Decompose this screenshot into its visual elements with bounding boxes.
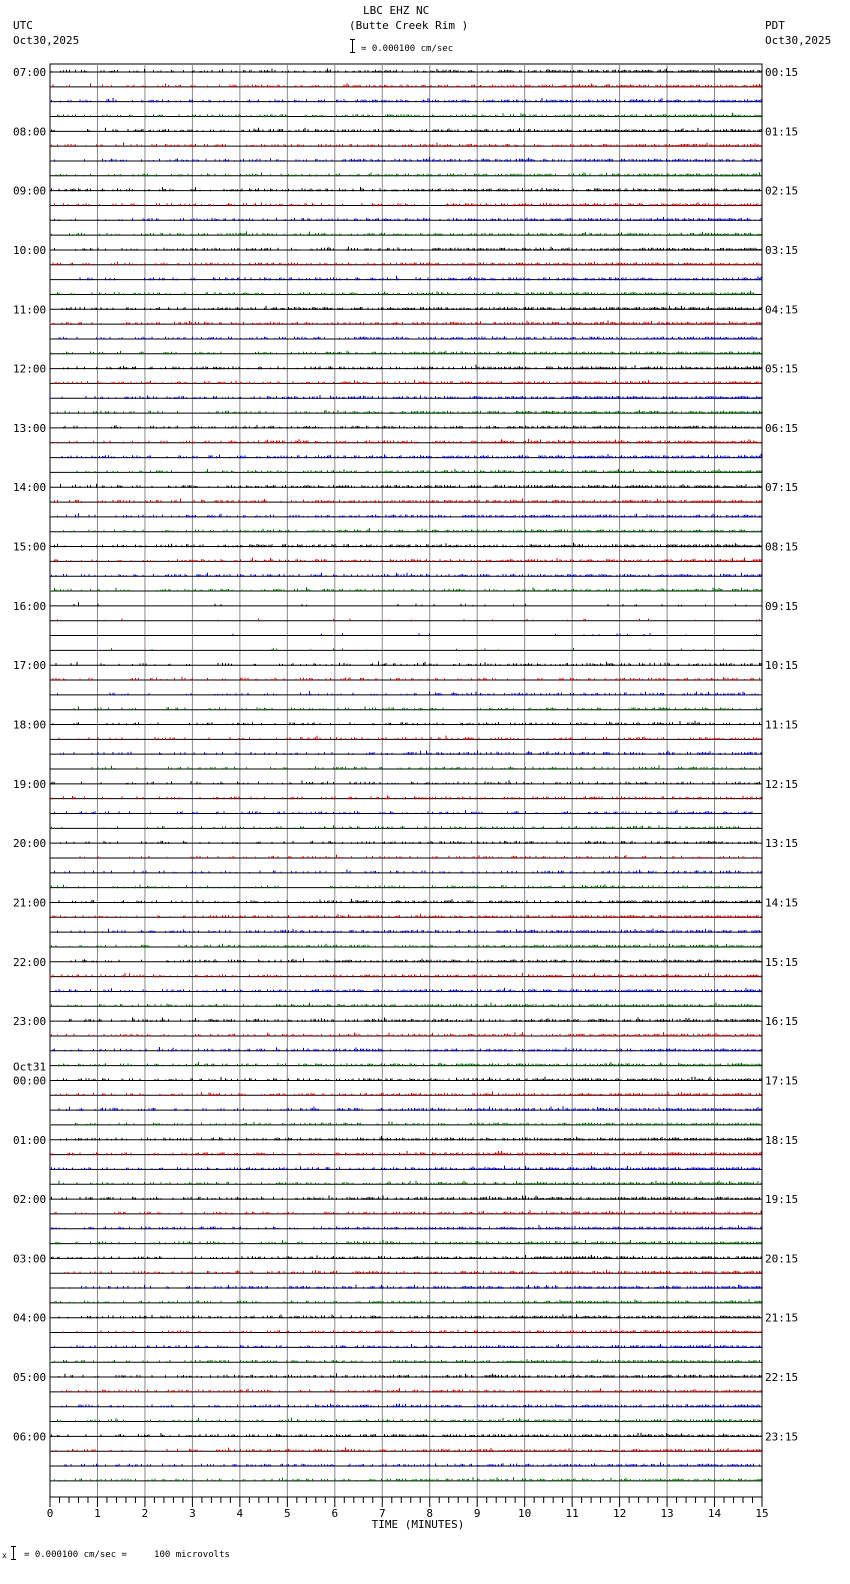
- pdt-hour-label: 21:15: [765, 1311, 799, 1325]
- seismic-trace: [50, 98, 761, 102]
- pdt-hour-label: 00:15: [765, 66, 799, 79]
- x-tick-label: 8: [426, 1507, 434, 1520]
- utc-hour-label: 05:00: [13, 1371, 47, 1385]
- x-tick-label: 1: [94, 1507, 101, 1520]
- pdt-hour-label: 17:15: [765, 1074, 799, 1088]
- x-tick-label: 12: [612, 1507, 627, 1520]
- utc-hour-label: 16:00: [13, 599, 47, 613]
- x-tick-label: 14: [707, 1507, 722, 1520]
- x-tick-label: 10: [518, 1507, 532, 1520]
- x-tick-label: 2: [141, 1507, 149, 1520]
- utc-hour-label: 18:00: [13, 718, 47, 732]
- x-tick-label: 15: [755, 1507, 769, 1520]
- pdt-hour-label: 04:15: [765, 303, 799, 317]
- pdt-hour-label: 03:15: [765, 243, 799, 257]
- utc-hour-label: 19:00: [13, 777, 47, 791]
- utc-hour-label: 21:00: [13, 896, 47, 910]
- station-title: LBC EHZ NC: [363, 4, 430, 17]
- utc-hour-label: 00:00: [13, 1074, 47, 1088]
- utc-hour-label: 06:00: [13, 1430, 47, 1444]
- pdt-hour-label: 08:15: [765, 540, 799, 554]
- x-tick-label: 11: [565, 1507, 579, 1520]
- pdt-hour-label: 16:15: [765, 1015, 799, 1029]
- utc-hour-label: 01:00: [13, 1133, 47, 1147]
- utc-hour-label: 04:00: [13, 1311, 47, 1325]
- pdt-hour-label: 19:15: [765, 1193, 799, 1207]
- utc-hour-label: 12:00: [13, 362, 47, 376]
- utc-hour-label: 14:00: [13, 481, 47, 495]
- seismic-trace: [53, 914, 761, 918]
- footer-scale-bar-icon: [11, 1546, 16, 1560]
- x-tick-label: 13: [660, 1507, 674, 1520]
- utc-hour-label: 08:00: [13, 125, 47, 139]
- x-axis-label: TIME (MINUTES): [371, 1518, 465, 1531]
- seismic-trace: [62, 1285, 761, 1289]
- pdt-hour-label: 20:15: [765, 1252, 799, 1266]
- utc-hour-label: 22:00: [13, 955, 47, 969]
- right-date: Oct30,2025: [765, 34, 832, 47]
- plot-frame: [50, 64, 762, 1497]
- x-tick-label: 9: [473, 1507, 481, 1520]
- x-tick-label: 5: [284, 1507, 291, 1520]
- pdt-hour-label: 23:15: [765, 1430, 799, 1444]
- utc-hour-label: 09:00: [13, 184, 47, 198]
- utc-hour-label: 10:00: [13, 243, 47, 257]
- pdt-hour-label: 14:15: [765, 896, 799, 910]
- pdt-hour-label: 15:15: [765, 955, 799, 969]
- pdt-hour-label: 22:15: [765, 1371, 799, 1385]
- right-timezone: PDT: [765, 19, 785, 32]
- pdt-hour-label: 05:15: [765, 362, 799, 376]
- x-tick-label: 7: [378, 1507, 386, 1520]
- utc-hour-label: 17:00: [13, 659, 47, 673]
- utc-hour-label: 13:00: [13, 421, 47, 435]
- left-date: Oct30,2025: [13, 34, 80, 47]
- pdt-hour-label: 07:15: [765, 481, 799, 495]
- x-tick-label: 3: [189, 1507, 196, 1520]
- utc-hour-label: 23:00: [13, 1015, 47, 1029]
- station-subtitle: (Butte Creek Rim ): [349, 19, 469, 32]
- x-tick-label: 4: [236, 1507, 244, 1520]
- pdt-hour-label: 09:15: [765, 599, 799, 613]
- footer-scale-note: = 0.000100 cm/sec = 100 microvolts: [24, 1550, 230, 1560]
- utc-hour-label: 15:00: [13, 540, 47, 554]
- pdt-hour-label: 12:15: [765, 777, 799, 791]
- pdt-hour-label: 10:15: [765, 659, 799, 673]
- left-timezone: UTC: [13, 19, 33, 32]
- date-change-label: Oct31: [13, 1060, 47, 1074]
- utc-hour-label: 07:00: [13, 66, 47, 79]
- pdt-hour-label: 01:15: [765, 125, 799, 139]
- x-tick-label: 0: [46, 1507, 54, 1520]
- footer-mark: x: [2, 1551, 7, 1560]
- utc-hour-label: 20:00: [13, 837, 47, 851]
- utc-hour-label: 02:00: [13, 1193, 47, 1207]
- pdt-hour-label: 02:15: [765, 184, 799, 198]
- pdt-hour-label: 11:15: [765, 718, 799, 732]
- utc-hour-label: 03:00: [13, 1252, 47, 1266]
- seismic-trace: [50, 973, 761, 977]
- pdt-hour-label: 18:15: [765, 1133, 799, 1147]
- pdt-hour-label: 13:15: [765, 837, 799, 851]
- pdt-hour-label: 06:15: [765, 421, 799, 435]
- x-tick-label: 6: [331, 1507, 339, 1520]
- utc-hour-label: 11:00: [13, 303, 47, 317]
- scale-text: = 0.000100 cm/sec: [361, 44, 454, 54]
